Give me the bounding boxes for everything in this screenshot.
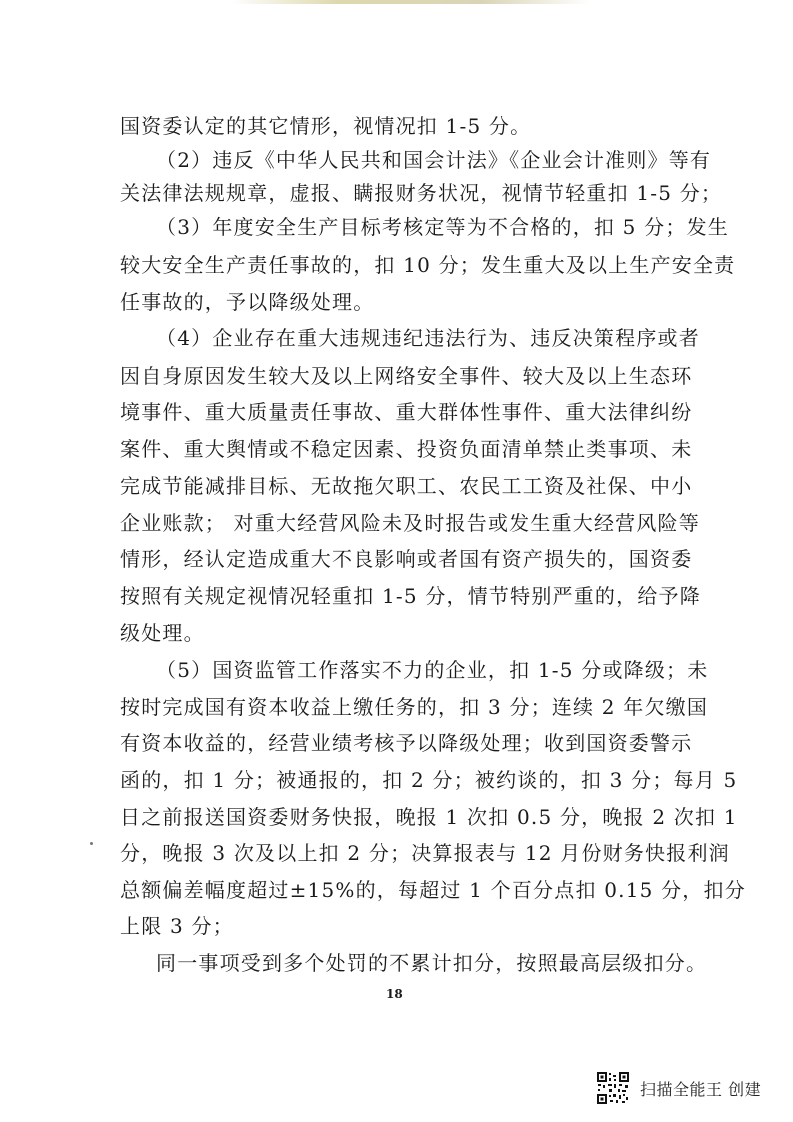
text-line: 国资委认定的其它情形，视情况扣 1-5 分。	[120, 114, 532, 138]
text-line: 完成节能减排目标、无故拖欠职工、农民工工资及社保、中小	[120, 474, 693, 498]
text-line: 日之前报送国资委财务快报，晚报 1 次扣 0.5 分，晚报 2 次扣 1	[120, 805, 738, 829]
text-line: （3）年度安全生产目标考核定等为不合格的，扣 5 分；发生	[156, 215, 729, 239]
text-line: 函的，扣 1 分；被通报的，扣 2 分；被约谈的，扣 3 分；每月 5	[120, 768, 738, 792]
text-line: 分，晚报 3 次及以上扣 2 分；决算报表与 12 月份财务快报利润	[120, 841, 730, 865]
text-line: 级处理。	[120, 621, 205, 645]
text-line: 总额偏差幅度超过±15%的，每超过 1 个百分点扣 0.15 分，扣分	[120, 878, 746, 902]
text-line: 同一事项受到多个处罚的不累计扣分，按照最高层级扣分。	[156, 951, 708, 975]
qr-code-icon	[596, 1071, 630, 1105]
page-number: 18	[386, 987, 403, 1001]
text-line: 有资本收益的，经营业绩考核予以降级处理；收到国资委警示	[120, 731, 693, 755]
text-line: 较大安全生产责任事故的，扣 10 分；发生重大及以上生产安全责	[120, 253, 736, 277]
text-line: 按时完成国有资本收益上缴任务的，扣 3 分；连续 2 年欠缴国	[120, 695, 709, 719]
text-line: （2）违反《中华人民共和国会计法》《企业会计准则》等有	[156, 148, 712, 172]
text-line: 任事故的，予以降级处理。	[120, 290, 375, 314]
text-line: 境事件、重大质量责任事故、重大群体性事件、重大法律纠纷	[120, 400, 693, 424]
text-line: 上限 3 分；	[120, 914, 234, 938]
scanner-watermark: 扫描全能王 创建	[640, 1080, 762, 1099]
text-line: 因自身原因发生较大及以上网络安全事件、较大及以上生态环	[120, 364, 693, 388]
text-line: 按照有关规定视情况轻重扣 1-5 分，情节特别严重的，给予降	[120, 584, 701, 608]
scan-speck	[90, 842, 93, 845]
text-line: 企业账款； 对重大经营风险未及时报告或发生重大经营风险等	[120, 511, 700, 535]
text-line: （4）企业存在重大违规违纪违法行为、违反决策程序或者	[156, 326, 700, 350]
text-line: 关法律法规规章，虚报、瞒报财务状况，视情节轻重扣 1-5 分；	[120, 181, 723, 205]
text-line: （5）国资监管工作落实不力的企业，扣 1-5 分或降级；未	[156, 658, 709, 682]
text-line: 情形，经认定造成重大不良影响或者国有资产损失的，国资委	[120, 547, 693, 571]
text-line: 案件、重大舆情或不稳定因素、投资负面清单禁止类事项、未	[120, 437, 693, 461]
scan-edge-mark	[230, 0, 590, 4]
